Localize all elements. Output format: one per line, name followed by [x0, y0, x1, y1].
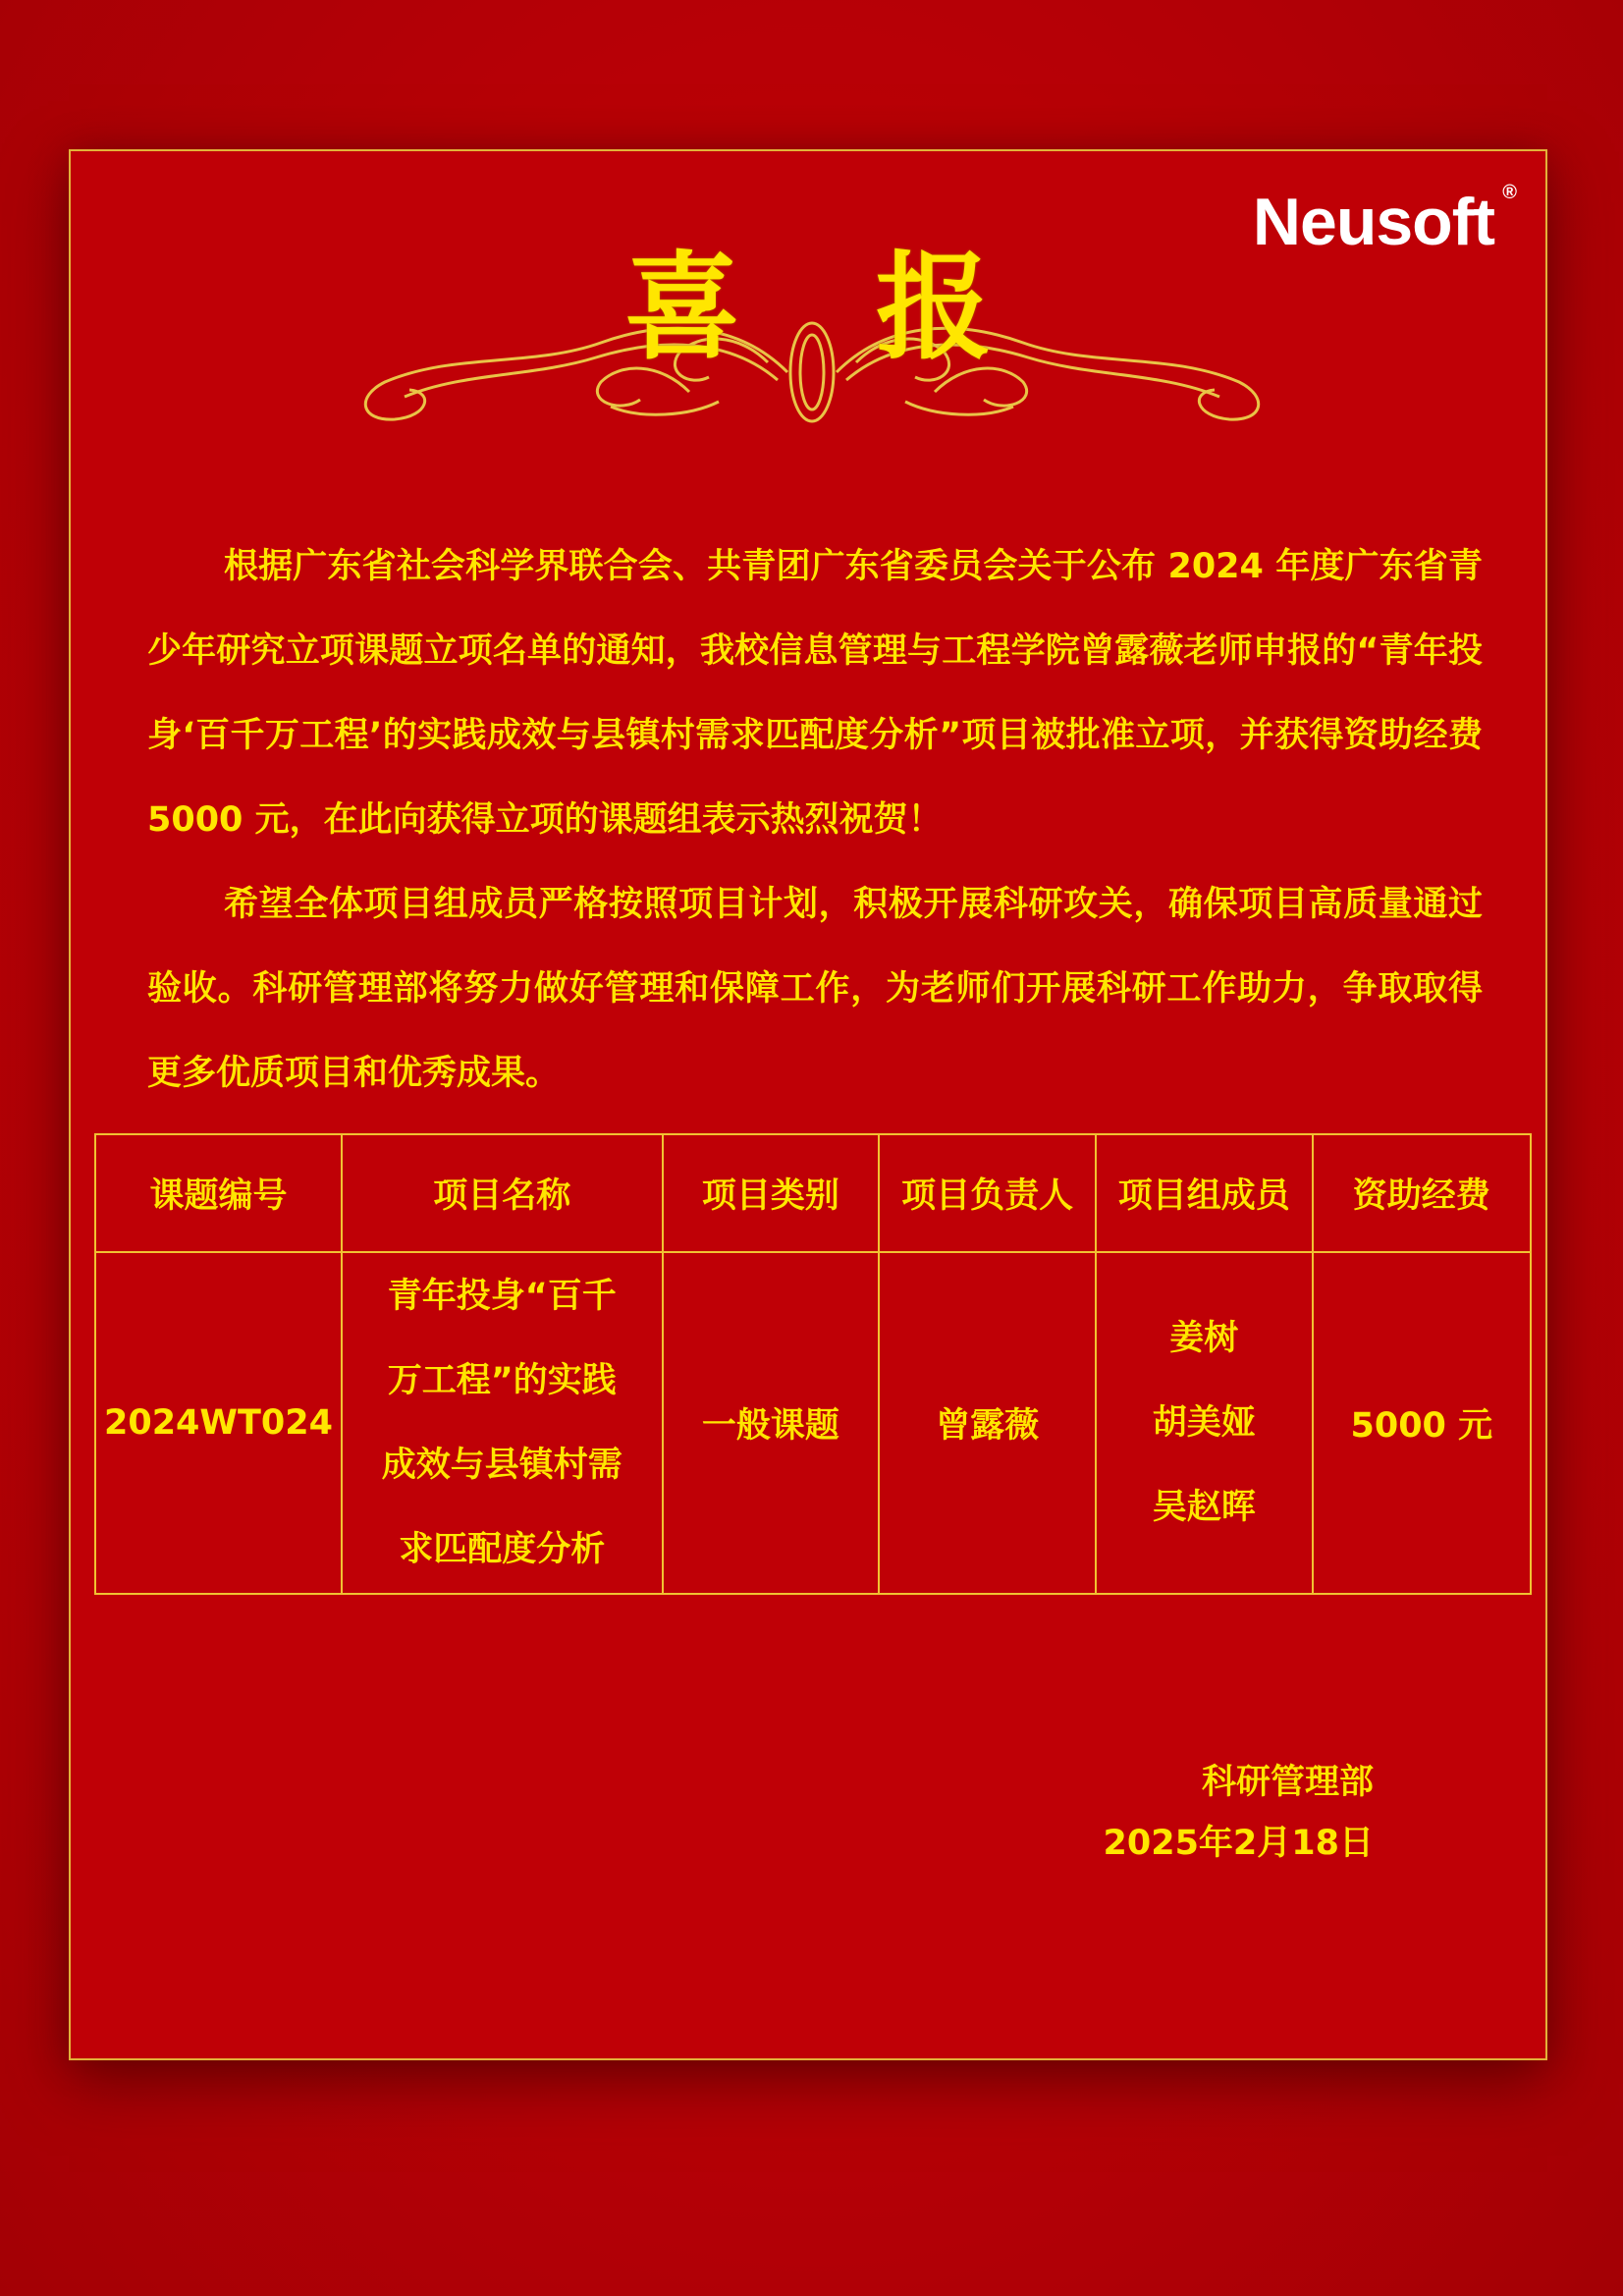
signature-block [1104, 1752, 1374, 1874]
table-row [95, 1252, 1531, 1594]
announcement-body [147, 524, 1483, 1116]
project-name-line: 万工程”的实践 [387, 1361, 617, 1400]
column-header: 项目组成员 [1096, 1134, 1313, 1252]
column-header: 课题编号 [95, 1134, 342, 1252]
funding-cell: 5000 元 [1313, 1252, 1531, 1594]
announcement-poster [69, 149, 1547, 2060]
column-header: 项目名称 [342, 1134, 663, 1252]
page-title: 喜报 [623, 240, 1127, 375]
paragraph: 希望全体项目组成员严格按照项目计划，积极开展科研攻关，确保项目高质量通过验收。科研管理部将努力做好管理和保障工作，为老师们开展科研工作助力，争取取得更多优质项目和优秀成果。 [147, 885, 1483, 1093]
project-members-cell [1096, 1252, 1313, 1594]
member-name: 吴赵晖 [1152, 1488, 1256, 1527]
table-header-row [95, 1134, 1531, 1252]
column-header: 项目类别 [663, 1134, 880, 1252]
project-leader-cell: 曾露薇 [879, 1252, 1096, 1594]
logo-text: Neusoft [1252, 185, 1494, 259]
project-name-line: 求匹配度分析 [399, 1530, 606, 1569]
member-name: 姜树 [1169, 1319, 1239, 1358]
title-block [71, 240, 1545, 441]
project-name-line: 成效与县镇村需 [381, 1446, 622, 1485]
member-name: 胡美娅 [1152, 1403, 1256, 1443]
department-name: 科研管理部 [1201, 1763, 1374, 1802]
project-table [94, 1133, 1532, 1595]
signature-date: 2025年2月18日 [1103, 1824, 1374, 1863]
project-name-line: 青年投身“百千 [387, 1277, 617, 1316]
column-header: 资助经费 [1313, 1134, 1531, 1252]
project-code-cell: 2024WT024 [95, 1252, 342, 1594]
column-header: 项目负责人 [879, 1134, 1096, 1252]
registered-mark: ® [1502, 182, 1516, 203]
paragraph: 根据广东省社会科学界联合会、共青团广东省委员会关于公布 2024 年度广东省青少年研究立项课题立项名单的通知，我校信息管理与工程学院曾露薇老师申报的“青年投身‘百千万工程’的实践成效与县镇村需求匹配度分析”项目被批准立项，并获得资助经费 5000 元，在此向获得立项的课题组表示热烈祝贺！ [147, 547, 1483, 840]
project-name-cell [342, 1252, 663, 1594]
project-category-cell: 一般课题 [663, 1252, 880, 1594]
